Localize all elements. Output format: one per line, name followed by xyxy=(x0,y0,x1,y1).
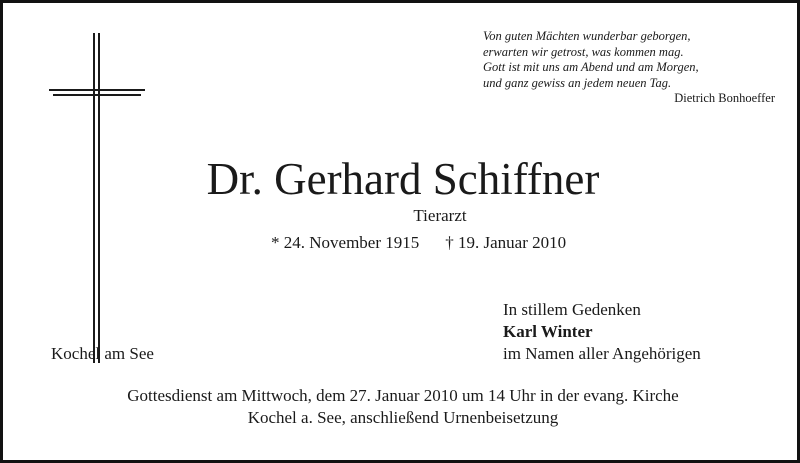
life-dates xyxy=(271,233,566,253)
poem-line: erwarten wir getrost, was kommen mag. xyxy=(483,44,684,59)
service-line: Gottesdienst am Mittwoch, dem 27. Januar 2010 um 14 Uhr in der evang. Kirche xyxy=(127,386,679,405)
mourning-intro: In stillem Gedenken xyxy=(503,300,641,319)
service-info xyxy=(3,385,800,429)
mourner-family: im Namen aller Angehörigen xyxy=(503,344,701,363)
service-line: Kochel a. See, anschließend Urnenbeisetzung xyxy=(247,408,559,427)
poem-quote xyxy=(483,29,775,107)
poem-line: Gott ist mit uns am Abend und am Morgen, xyxy=(483,60,699,74)
mourners-block xyxy=(503,299,701,365)
poem-line: und ganz gewiss an jedem neuen Tag. xyxy=(483,75,672,90)
poem-line: Von guten Mächten wunderbar geborgen, xyxy=(483,29,691,43)
poem-author: Dietrich Bonhoeffer xyxy=(674,91,775,105)
birth-date: * 24. November 1915 xyxy=(271,233,420,252)
deceased-name: Dr. Gerhard Schiffner xyxy=(206,154,600,204)
place-name: Kochel am See xyxy=(51,344,154,363)
deceased-profession: Tierarzt xyxy=(413,206,467,225)
death-date: † 19. Januar 2010 xyxy=(445,233,567,252)
mourner-name: Karl Winter xyxy=(503,322,593,341)
